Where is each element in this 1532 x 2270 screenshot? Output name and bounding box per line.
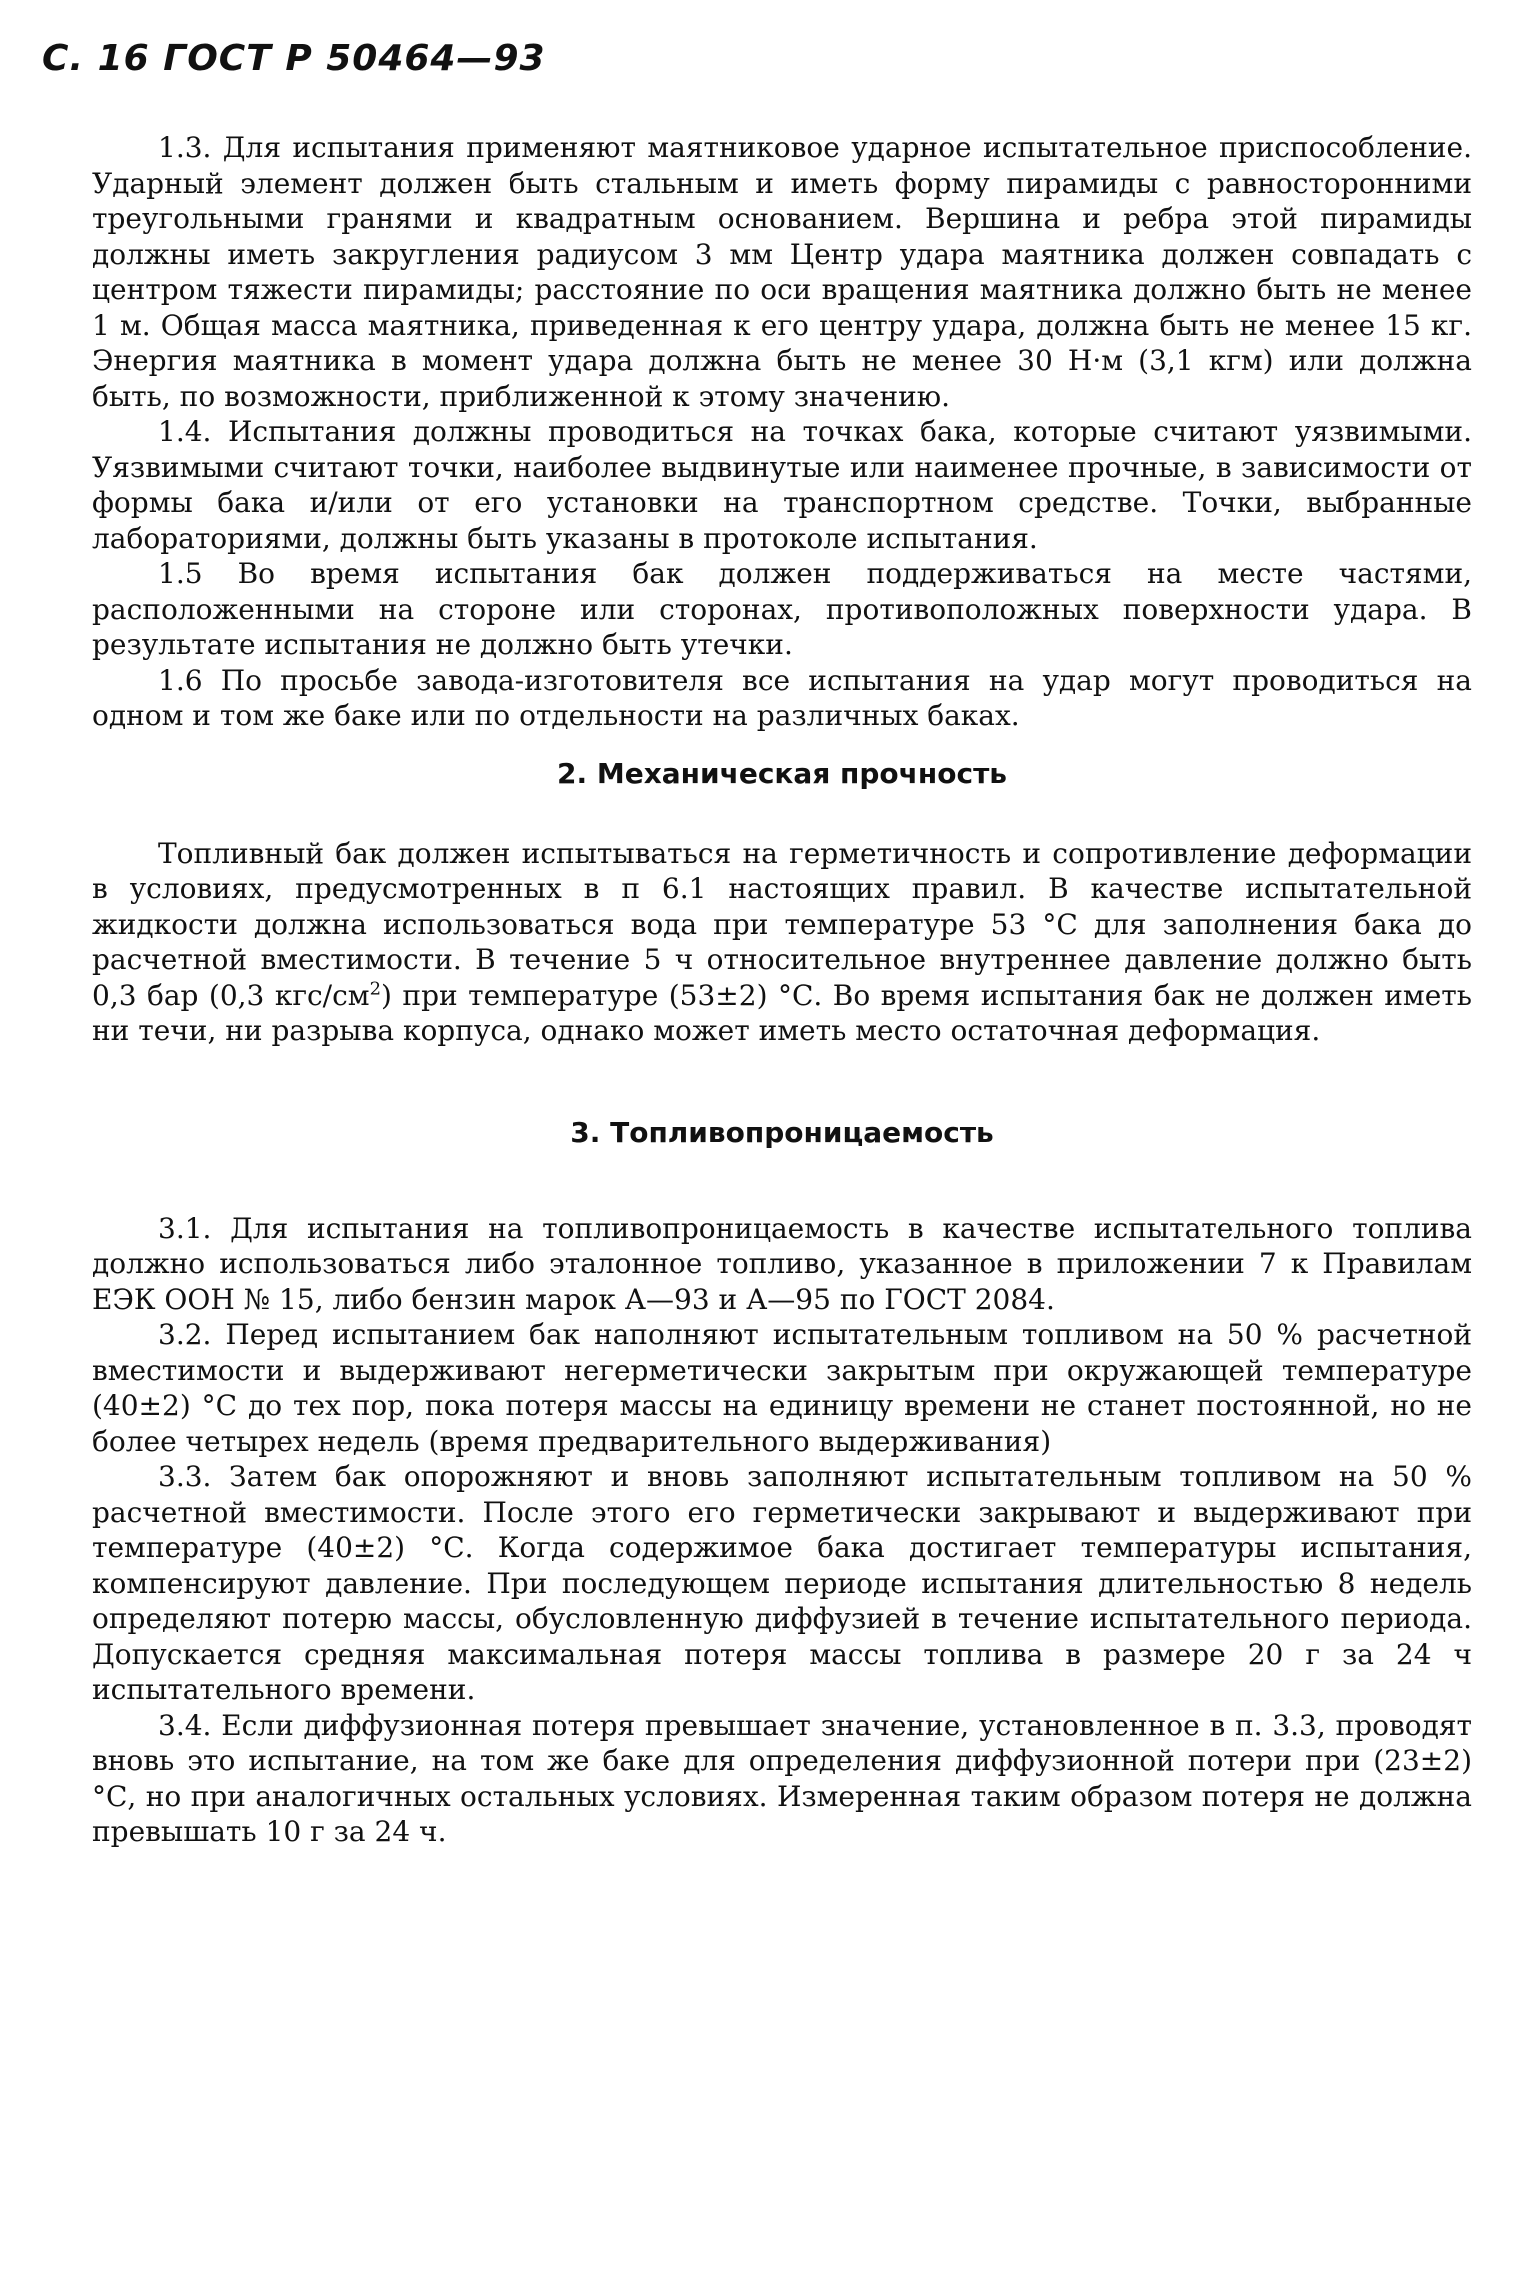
paragraph-3-3: 3.3. Затем бак опорожняют и вновь заполняют испытательным топливом на 50 % расчетной вместимости. После этого его герметически закрывают и выдерживают при температуре (40±2) °С. Когда содержимое бака достигает температуры испытания, компенсируют давление. При последующем периоде испытания длительностью 8 недель определяют потерю массы, обусловленную диффузией в течение испытательного периода. Допускается средняя максимальная потеря массы топлива в размере 20 г за 24 ч испытательного времени. — [92, 1460, 1472, 1706]
paragraph-1-5: 1.5 Во время испытания бак должен поддерживаться на месте частями, расположенными на стороне или сторонах, противоположных поверхности удара. В результате испытания не должно быть утечки. — [92, 557, 1472, 661]
paragraph-1-3: 1.3. Для испытания применяют маятниковое ударное испытательное приспособление. Ударный элемент должен быть стальным и иметь форму пирамиды с равносторонними треугольными гранями и квадратным основанием. Вершина и ребра этой пирамиды должны иметь закругления радиусом 3 мм Центр удара маятника должен совпадать с центром тяжести пирамиды; расстояние по оси вращения маятника должно быть не менее 1 м. Общая масса маятника, приведенная к его центру удара, должна быть не менее 15 кг. Энергия маятника в момент удара должна быть не менее 30 Н·м (3,1 кгм) или должна быть, по возможности, приближенной к этому значению. — [92, 131, 1472, 413]
paragraph-3-2: 3.2. Перед испытанием бак наполняют испытательным топливом на 50 % расчетной вместимости и выдерживают негерметически закрытым при окружающей температуре (40±2) °С до тех пор, пока потеря массы на единицу времени не станет постоянной, но не более четырех недель (время предварительного выдерживания) — [92, 1318, 1472, 1458]
section-2-text-part2: ) при температуре (53±2) °С. Во время испытания бак не должен иметь ни течи, ни разрыва корпуса, однако может иметь место остаточная деформация. — [92, 978, 1473, 1047]
paragraph-1-6: 1.6 По просьбе завода-изготовителя все испытания на удар могут проводиться на одном и том же баке или по отдельности на различных баках. — [92, 663, 1472, 732]
running-header: С. 16 ГОСТ Р 50464—93 — [42, 38, 546, 79]
section-2-paragraph — [92, 836, 1472, 1049]
section-2-superscript: 2 — [369, 978, 382, 1000]
paragraph-3-4: 3.4. Если диффузионная потеря превышает значение, установленное в п. 3.3, проводят вновь это испытание, на том же баке для определения диффузионной потери при (23±2) °С, но при аналогичных остальных условиях. Измеренная таким образом потеря не должна превышать 10 г за 24 ч. — [92, 1708, 1472, 1848]
document-body — [92, 130, 1472, 1850]
section-3-heading: 3. Топливопроницаемость — [570, 1115, 994, 1149]
section-2-text-part1: Топливный бак должен испытываться на герметичность и сопротивление деформации в условиях, предусмотренных в п 6.1 настоящих правил. В качестве испытательной жидкости должна использоваться вода при температуре 53 °С для заполнения бака до расчетной вместимости. В течение 5 ч относительное внутреннее давление должно быть 0,3 бар (0,3 кгс/см — [92, 836, 1472, 1012]
paragraph-1-4: 1.4. Испытания должны проводиться на точках бака, которые считают уязвимыми. Уязвимыми считают точки, наиболее выдвинутые или наименее прочные, в зависимости от формы бака и/или от его установки на транспортном средстве. Точки, выбранные лабораториями, должны быть указаны в протоколе испытания. — [92, 415, 1472, 555]
paragraph-3-1: 3.1. Для испытания на топливопроницаемость в качестве испытательного топлива должно использоваться либо эталонное топливо, указанное в приложении 7 к Правилам ЕЭК ООН № 15, либо бензин марок А—93 и А—95 по ГОСТ 2084. — [92, 1211, 1472, 1316]
section-2-heading: 2. Механическая прочность — [556, 756, 1008, 790]
